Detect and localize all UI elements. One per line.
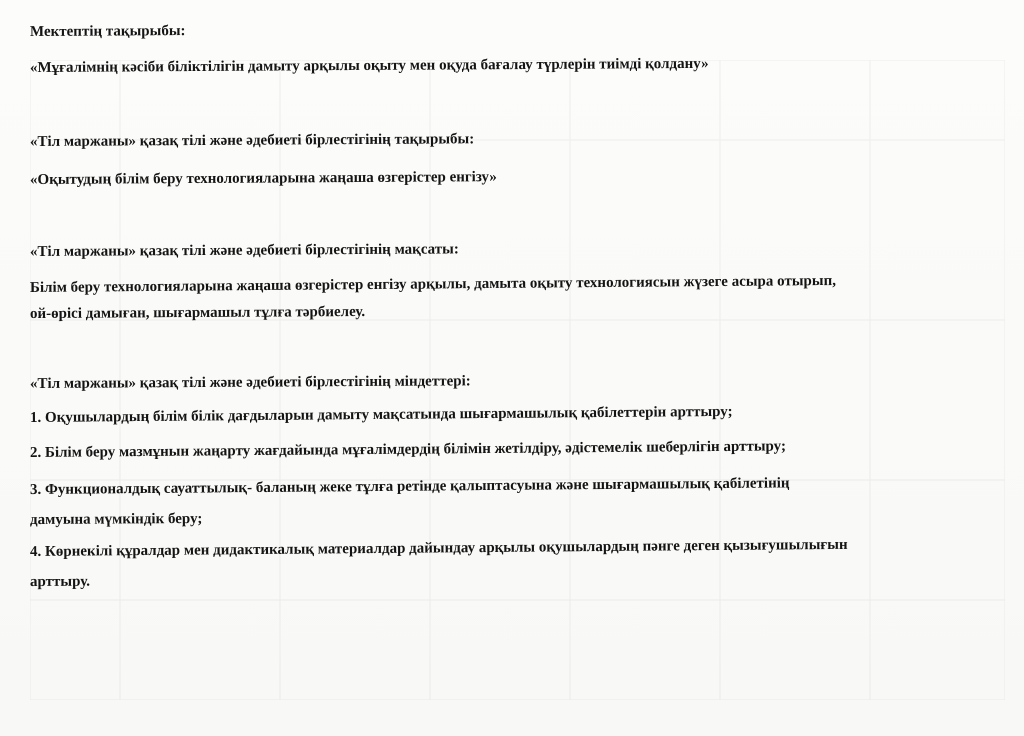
task-item-4-line1: 4. Көрнекілі құралдар мен дидактикалық материалдар дайындау арқылы оқушылардың пәнге деген қызығушылығын (29, 536, 848, 560)
association-goal-text-line1: Білім беру технологияларына жаңаша өзгерістер енгізу арқылы, дамыта оқыту технологиясын жүзеге асыра отырып, (29, 272, 837, 296)
tasks-heading: «Тіл маржаны» қазақ тілі және әдебиеті бірлестігінің міндеттері: (29, 373, 471, 392)
task-item-2: 2. Білім беру мазмұнын жаңарту жағдайында мұғалімдердің білімін жетілдіру, әдістемелік шеберлігін арттыру; (29, 438, 787, 461)
school-theme-heading: Мектептің тақырыбы: (29, 23, 186, 40)
association-goal-heading: «Тіл маржаны» қазақ тілі және әдебиеті бірлестігінің мақсаты: (29, 241, 459, 260)
task-item-1: 1. Оқушылардың білім білік дағдыларын дамыту мақсатында шығармашылық қабілеттерін арттыру; (29, 403, 733, 426)
task-item-3-line1: 3. Функционалдық сауаттылық- баланың жеке тұлға ретінде қалыптасуына және шығармашылық қабілетінің (29, 475, 790, 498)
task-item-3-line2: дамуына мүмкіндік беру; (29, 510, 203, 528)
task-item-4-line2: арттыру. (29, 573, 91, 590)
school-theme-text: «Мұғалімнің кәсіби біліктілігін дамыту арқылы оқыту мен оқуда бағалау түрлерін тиімді қолдану» (29, 55, 709, 76)
association-theme-heading: «Тіл маржаны» қазақ тілі және әдебиеті бірлестігінің тақырыбы: (29, 131, 475, 150)
association-goal-text-line2: ой-өрісі дамыған, шығармашыл тұлға тәрбиелеу. (29, 303, 366, 322)
association-theme-text: «Оқытудың білім беру технологияларына жаңаша өзгерістер енгізу» (29, 169, 497, 188)
